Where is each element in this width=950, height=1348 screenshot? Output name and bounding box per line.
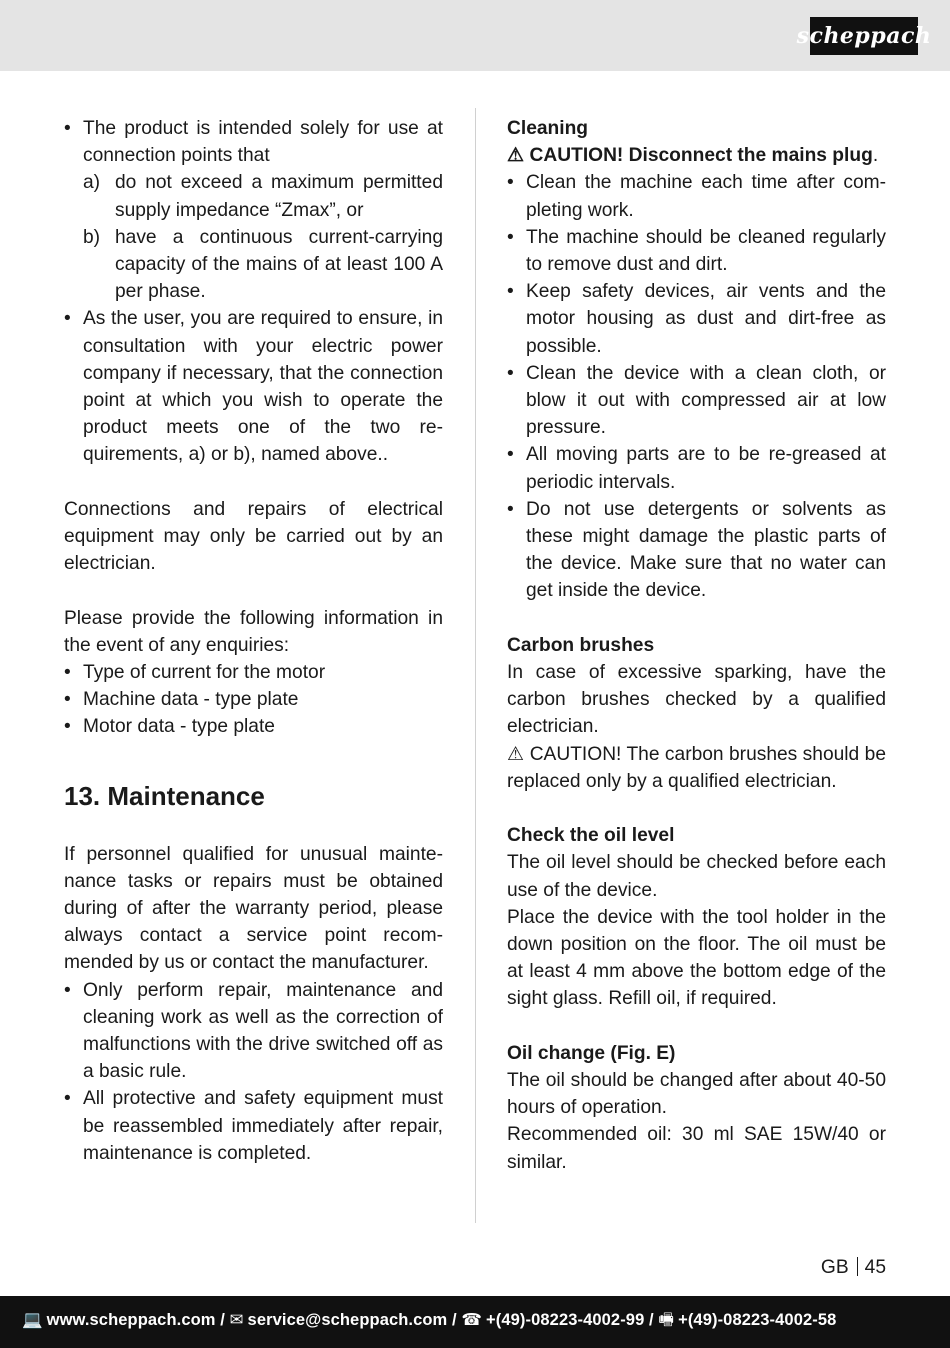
footer-contact [0, 1308, 836, 1336]
footer-bar [0, 1296, 950, 1348]
list-item [507, 169, 886, 223]
bullet-text: Motor data - type plate [83, 716, 275, 738]
bullet-dot: • [507, 362, 514, 384]
computer-icon: 💻 [22, 1311, 43, 1329]
sub-item-label: b) [83, 226, 101, 248]
caution-text: ⚠ CAUTION! Disconnect the mains plug [507, 145, 873, 167]
bullet-dot: • [64, 689, 71, 711]
bullet-dot: • [64, 979, 71, 1001]
mail-icon: ✉ [229, 1311, 244, 1329]
paragraph-carbon: In case of excessive sparking, have the carbon brushes checked by a qualified electrician. [507, 662, 886, 738]
bullet-text: Keep safety devices, air vents and the motor housing as dust and dirt-free as possible. [526, 281, 886, 357]
page-number [821, 1256, 886, 1280]
heading-oil-level: Check the oil level [507, 825, 675, 847]
list-item [507, 278, 886, 360]
paragraph-oil-level-1: The oil level should be checked before each use of the device. [507, 852, 886, 901]
sub-list-item [64, 169, 443, 223]
list-item [64, 1085, 443, 1167]
paragraph-connections: Connections and repairs of electrical equipment may only be carried out by an electrician. [64, 498, 443, 575]
footer-email[interactable]: service@scheppach.com / [247, 1311, 457, 1329]
bullet-dot: • [64, 716, 71, 738]
bullet-dot: • [64, 308, 71, 330]
bullet-text: Clean the device with a clean cloth, or blow it out with compressed air at low pressure. [526, 362, 886, 439]
caution-period: . [872, 145, 879, 167]
brand-logo: scheppach [810, 17, 918, 55]
bullet-text: Type of current for the motor [83, 662, 326, 684]
list-item [507, 360, 886, 442]
bullet-text: The product is intended solely for use at connection points that [83, 118, 443, 167]
paragraph-oil-change-2: Recommended oil: 30 ml SAE 15W/40 or similar. [507, 1124, 886, 1173]
caution-carbon: ⚠ CAUTION! The carbon brushes should be replaced only by a qualified electrician. [507, 743, 886, 792]
paragraph-enquiries: Please provide the following information in the event of any enquiries: [64, 607, 443, 656]
right-column [507, 115, 886, 1176]
fax-icon: 🖷 [658, 1311, 675, 1329]
footer-phone: +(49)-08223-4002-99 / [486, 1311, 654, 1329]
footer-fax: +(49)-08223-4002-58 [678, 1311, 837, 1329]
sub-item-text: do not exceed a maximum permitted supply impedance “Zmax”, or [115, 172, 443, 221]
paragraph-maintenance: If personnel qualified for unusual maintenance tasks or repairs must be obtained during of after the warranty period, please always contact a service point recommended by us or contact the manufacturer. [64, 843, 443, 974]
list-item [64, 686, 443, 713]
paragraph-oil-change-1: The oil should be changed after about 40-50 hours of operation. [507, 1070, 886, 1119]
heading-oil-change: Oil change (Fig. E) [507, 1042, 676, 1064]
bullet-dot: • [507, 172, 514, 194]
paragraph-oil-level-2: Place the device with the tool holder in the down position on the floor. The oil must be at least 4 mm above the bottom edge of the sight glass. Refill oil, if required. [507, 906, 886, 1010]
bullet-text: Do not use detergents or solvents as these might damage the plastic parts of the device. Make sure that no water can get inside the device. [526, 498, 886, 602]
sub-item-label: a) [83, 172, 101, 194]
list-item [64, 659, 443, 686]
bullet-dot: • [507, 281, 514, 303]
bullet-dot: • [64, 662, 71, 684]
list-item [507, 496, 886, 605]
bullet-dot: • [507, 226, 514, 248]
heading-cleaning: Cleaning [507, 118, 589, 139]
column-divider [475, 108, 476, 1223]
bullet-text: Machine data - type plate [83, 689, 299, 711]
bullet-text: All protective and safety equipment must be reassembled immediately after repair, maintenance is completed. [83, 1088, 443, 1164]
bullet-text: The machine should be cleaned regularly to remove dust and dirt. [526, 226, 886, 276]
bullet-dot: • [507, 444, 514, 466]
list-item [64, 305, 443, 468]
list-item [507, 224, 886, 278]
caution-disconnect [507, 142, 886, 169]
list-item [64, 115, 443, 169]
bullet-dot: • [507, 498, 514, 520]
page-num: 45 [864, 1257, 886, 1278]
bullet-text: As the user, you are required to ensure, in consultation with your electric power company if necessary, that the connection point at which you wish to operate the product meets one of the two requirements, a) or b), named above.. [83, 308, 443, 466]
bullet-dot: • [64, 1088, 71, 1110]
list-item [507, 441, 886, 495]
sub-item-text: have a continuous current-carrying capacity of the mains of at least 100 A per phase. [115, 226, 443, 303]
bullet-text: Only perform repair, maintenance and cleaning work as well as the correction of malfunctions with the drive switched off as a basic rule. [83, 979, 443, 1083]
section-title: 13. Maintenance [64, 780, 265, 811]
left-column [64, 115, 443, 1167]
footer-website[interactable]: www.scheppach.com / [46, 1311, 225, 1329]
bullet-text: All moving parts are to be re-greased at periodic intervals. [526, 444, 886, 493]
heading-carbon-brushes: Carbon brushes [507, 634, 655, 656]
sub-list-item [64, 224, 443, 306]
page-lang: GB [820, 1257, 849, 1278]
list-item [64, 977, 443, 1086]
page-separator [857, 1257, 858, 1276]
list-item [64, 713, 443, 740]
phone-icon: ☎ [461, 1311, 483, 1329]
bullet-dot: • [64, 118, 71, 139]
bullet-text: Clean the machine each time after completing work. [526, 172, 886, 221]
